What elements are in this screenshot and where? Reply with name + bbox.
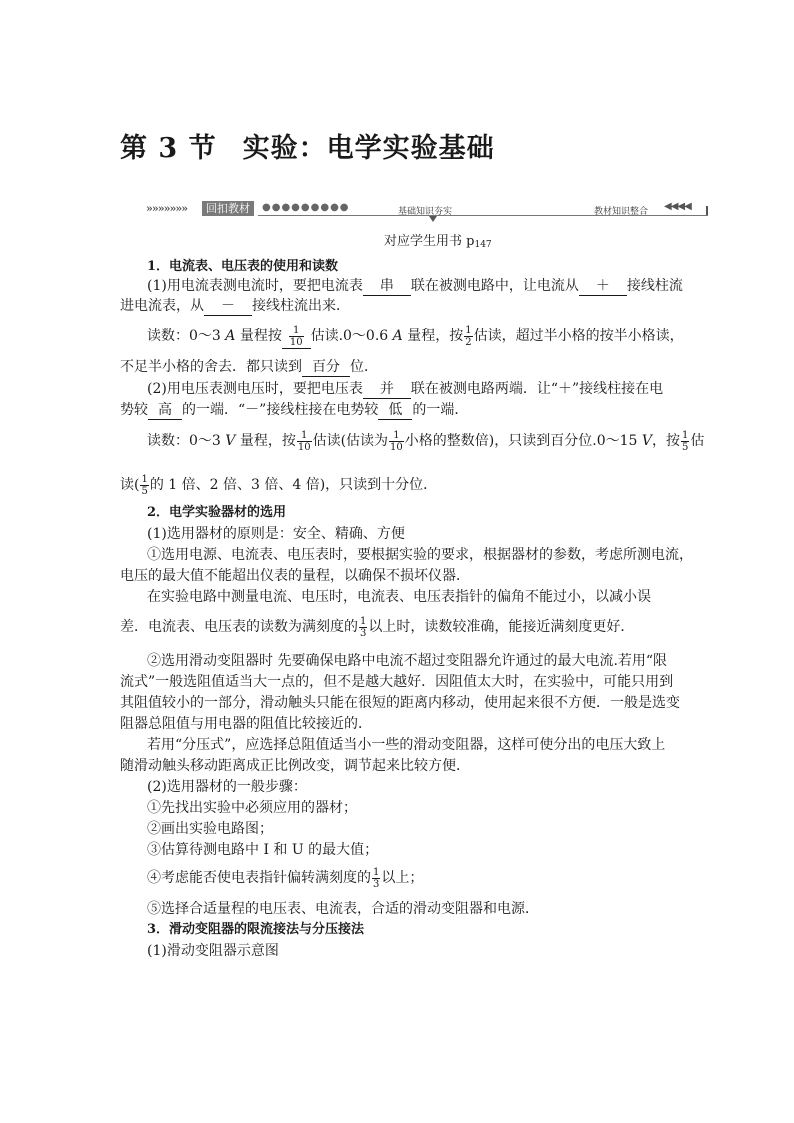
reading-2b: 读( $\frac{1}{5}$ 的 1 倍、2 倍、3 倍、4 倍)，只读到十分位．	[120, 473, 438, 497]
para-s16: ④考虑能否使电表指针偏转满刻度的 $\frac{1}{3}$ 以上；	[147, 866, 424, 890]
blank-answer: 百分	[302, 359, 350, 377]
para-s3: 电压的最大值不能超出仪表的量程，以确保不损坏仪器．	[120, 568, 470, 584]
banner-tag: 回扣教材	[202, 201, 254, 216]
left-arrows-icon: ◀◀◀◀	[664, 201, 691, 212]
para-s1: (1)选用器材的原则是：安全、精确、方便	[147, 526, 405, 542]
blank-answer: ＋	[579, 278, 627, 296]
para-s2: ①选用电源、电流表、电压表时，要根据实验的要求，根据器材的参数，考虑所测电流，	[147, 547, 693, 563]
para-s11: 随滑动触头移动距离成正比例改变，调节起来比较方便．	[120, 758, 470, 774]
reading-2: 读数：0～3 V 量程，按 $\frac{1}{10}$ 估读(估读为 $\frac{1}{10}$ 小格的整数倍)，只读到百分位.0～15 V，按 $\frac{1}{5}$ 估	[147, 429, 705, 453]
para-s14: ②画出实验电路图；	[147, 821, 273, 837]
book-reference	[384, 233, 492, 254]
blank-answer: 串	[363, 278, 411, 296]
para-1b: 进电流表，从 － 接线柱流出来．	[120, 298, 350, 314]
para-s18: (1)滑动变阻器示意图	[147, 943, 279, 959]
para-s15: ③估算待测电路中 I 和 U 的最大值；	[147, 842, 379, 858]
heading-2: 2．电学实验器材的选用	[147, 505, 287, 520]
dots-decoration-icon: ●●●●●●●●●	[262, 202, 350, 213]
reading-1b: 不足半小格的舍去．都只读到 百分 位．	[120, 359, 378, 375]
down-triangle-icon	[429, 216, 437, 222]
blank-answer: 高	[148, 402, 182, 420]
chevron-arrows-icon: »»»»»»»	[146, 202, 188, 215]
para-s9: 阻器总阻值与用电器的阻值比较接近的．	[120, 716, 372, 732]
fraction: $\frac{1}{2}$	[465, 324, 472, 348]
reading-1: 读数：0～3 A 量程按 $\frac{1}{10}$ 估读.0～0.6 A 量程，按 $\frac{1}{2}$ 估读，超过半小格的按半小格读，	[147, 324, 684, 348]
fraction: $\frac{1}{3}$	[373, 866, 380, 890]
para-s10: 若用“分压式”，应选择总阻值适当小一些的滑动变阻器，这样可使分出的电压大致上	[147, 737, 666, 753]
blank-answer: 并	[363, 381, 411, 399]
banner-mid-label: 基础知识夯实	[398, 207, 453, 217]
page-title	[120, 126, 495, 165]
blank-answer: －	[204, 298, 252, 316]
section-number: 第 3 节	[120, 133, 217, 164]
fraction: $\frac{1}{5}$	[141, 473, 148, 497]
para-s12: (2)选用器材的一般步骤：	[147, 779, 307, 795]
para-s13: ①先找出实验中必须应用的器材；	[147, 800, 357, 816]
banner-rule	[258, 215, 708, 216]
fraction: $\frac{1}{10}$	[297, 429, 311, 453]
para-s7: 流式”一般选阻值适当大一点的，但不是越大越好．因阻值太大时，在实验中，可能只用到	[120, 674, 674, 690]
fraction: $\frac{1}{10}$	[289, 324, 303, 348]
section-banner	[146, 201, 708, 221]
para-s17: ⑤选择合适量程的电压表、电流表，合适的滑动变阻器和电源．	[147, 901, 539, 917]
para-1a: (1)用电流表测电流时，要把电流表 串 联在被测电路中，让电流从 ＋ 接线柱流	[147, 278, 683, 294]
para-2b: 势较 高 的一端．“－”接线柱接在电势较 低 的一端．	[120, 402, 469, 418]
fraction: $\frac{1}{5}$	[682, 429, 689, 453]
fraction: $\frac{1}{3}$	[360, 615, 367, 639]
blank-answer	[282, 325, 311, 349]
heading-3: 3．滑动变阻器的限流接法与分压接法	[147, 922, 365, 937]
para-2a: (2)用电压表测电压时，要把电压表 并 联在被测电路两端．让“＋”接线柱接在电	[147, 381, 664, 397]
book-reference-page: 147	[474, 240, 492, 250]
book-reference-text: 对应学生用书 p	[384, 234, 475, 249]
blank-answer: 低	[378, 402, 412, 420]
heading-1: 1．电流表、电压表的使用和读数	[147, 259, 339, 274]
fraction: $\frac{1}{10}$	[390, 429, 403, 453]
section-topic: 实验：电学实验基础	[242, 133, 495, 164]
para-s4: 在实验电路中测量电流、电压时，电流表、电压表指针的偏角不能过小，以减小误	[147, 589, 651, 605]
para-s6: ②选用滑动变阻器时 先要确保电路中电流不超过变阻器允许通过的最大电流.若用“限	[147, 653, 668, 669]
para-s5: 差．电流表、电压表的读数为满刻度的 $\frac{1}{3}$ 以上时，读数较准确，能接近满刻度更好．	[120, 615, 635, 639]
para-s8: 其阻值较小的一部分，滑动触头只能在很短的距离内移动，使用起来很不方便．一般是选变	[120, 695, 680, 711]
banner-endcap	[706, 206, 708, 215]
banner-right-label: 教材知识整合	[594, 207, 649, 217]
